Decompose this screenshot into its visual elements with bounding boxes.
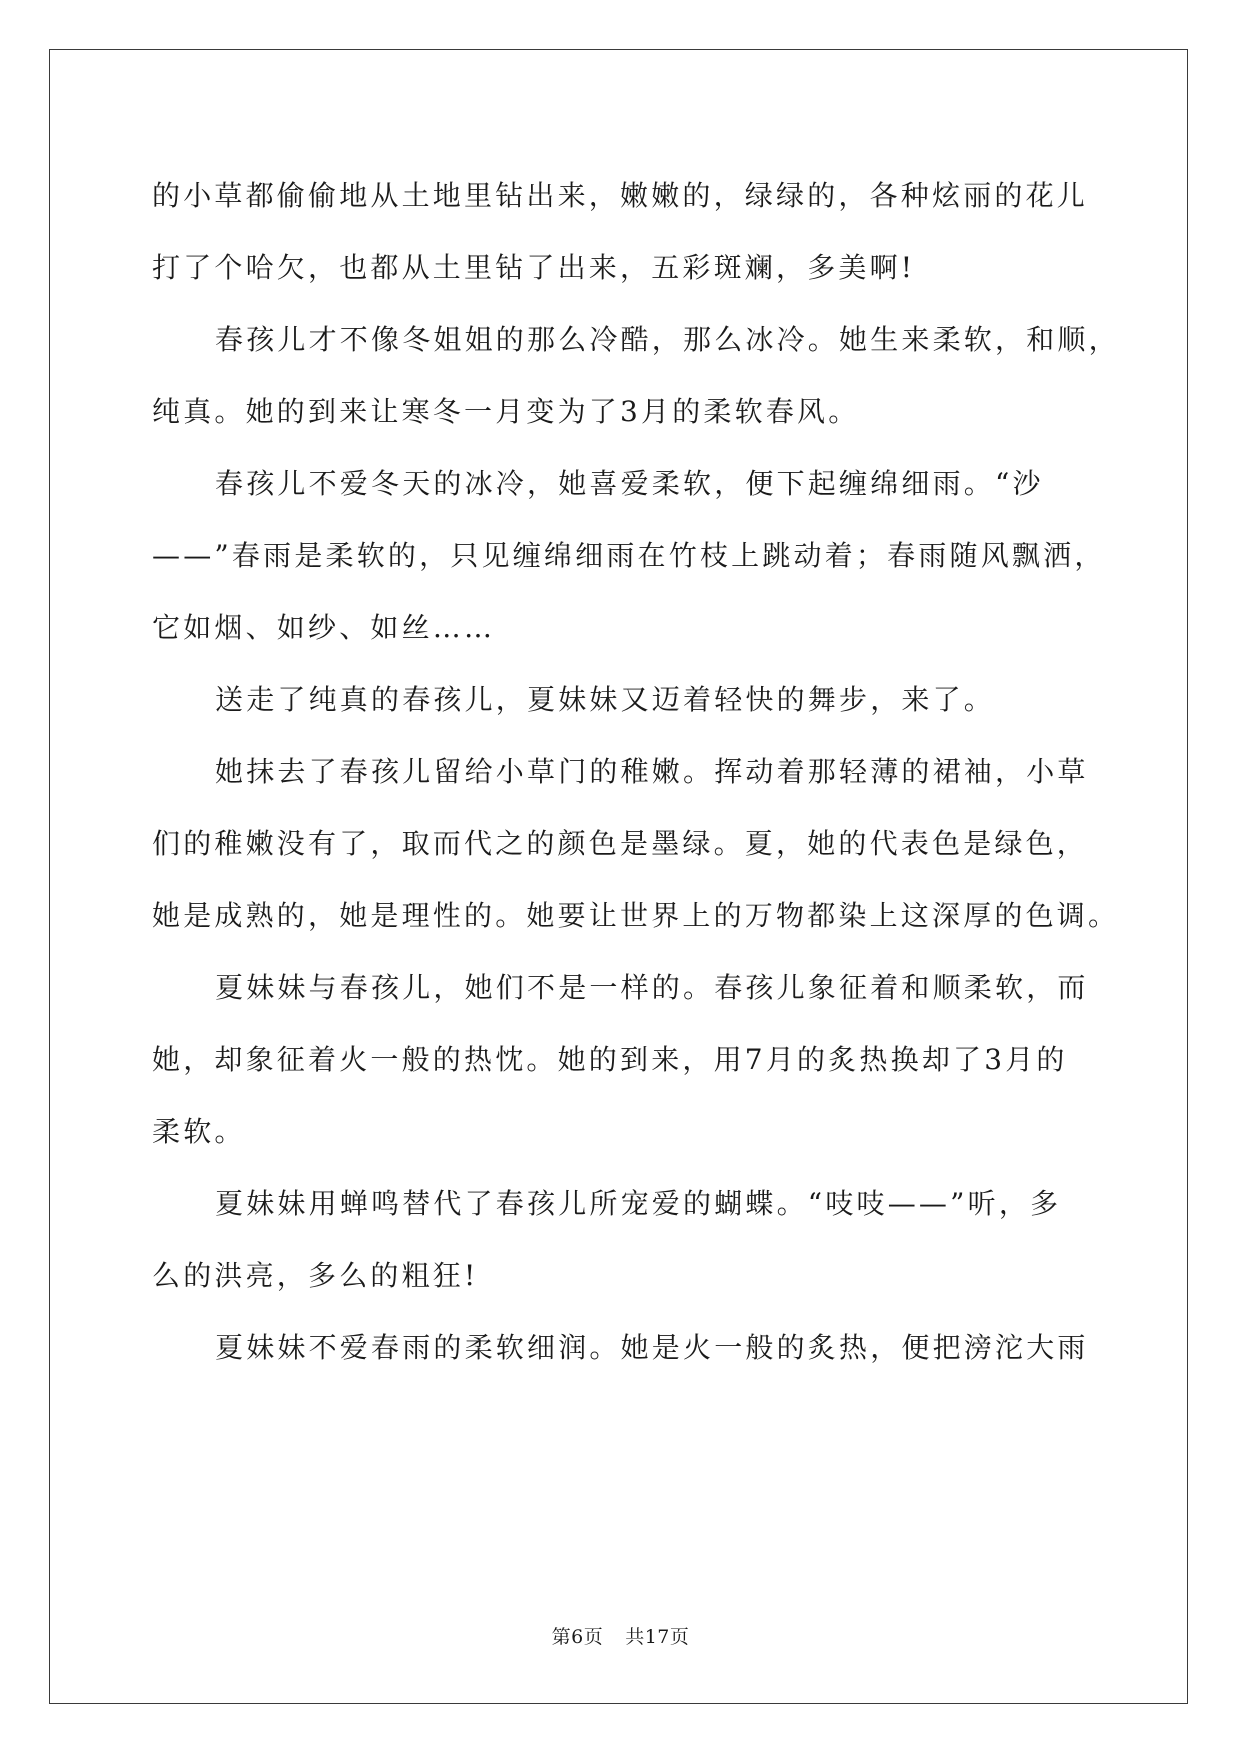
text-line: ——”春雨是柔软的，只见缠绵细雨在竹枝上跳动着；春雨随风飘洒， [152,539,1106,572]
text-line: 春孩儿不爱冬天的冰冷，她喜爱柔软，便下起缠绵细雨。“沙 [215,467,1044,500]
text-line: 的小草都偷偷地从土地里钻出来，嫩嫩的，绿绿的，各种炫丽的花儿 [152,179,1089,212]
text-line: 它如烟、如纱、如丝…… [152,611,496,644]
text-line: 们的稚嫩没有了，取而代之的颜色是墨绿。夏，她的代表色是绿色， [152,827,1089,860]
text-line: 纯真。她的到来让寒冬一月变为了3月的柔软春风。 [152,395,860,428]
text-line: 她是成熟的，她是理性的。她要让世界上的万物都染上这深厚的色调。 [152,899,1120,932]
document-body [152,160,1120,1384]
text-line: 打了个哈欠，也都从土里钻了出来，五彩斑斓，多美啊! [152,251,916,284]
text-line: 夏妹妹不爱春雨的柔软细润。她是火一般的炙热，便把滂沱大雨 [215,1331,1089,1364]
page-total: 共17页 [625,1626,690,1648]
page-number: 第6页 [551,1626,604,1648]
text-line: 么的洪亮，多么的粗狂! [152,1259,479,1292]
text-line: 春孩儿才不像冬姐姐的那么冷酷，那么冰冷。她生来柔软，和顺， [215,323,1120,356]
text-line: 夏妹妹用蝉鸣替代了春孩儿所宠爱的蝴蝶。“吱吱——”听，多 [215,1187,1062,1220]
text-line: 柔软。 [152,1115,246,1148]
page-footer [0,1622,1241,1649]
text-line: 夏妹妹与春孩儿，她们不是一样的。春孩儿象征着和顺柔软，而 [215,971,1089,1004]
text-line: 送走了纯真的春孩儿，夏妹妹又迈着轻快的舞步，来了。 [215,683,996,716]
text-line: 她抹去了春孩儿留给小草门的稚嫩。挥动着那轻薄的裙袖，小草 [215,755,1089,788]
text-line: 她，却象征着火一般的热忱。她的到来，用7月的炙热换却了3月的 [152,1043,1068,1076]
